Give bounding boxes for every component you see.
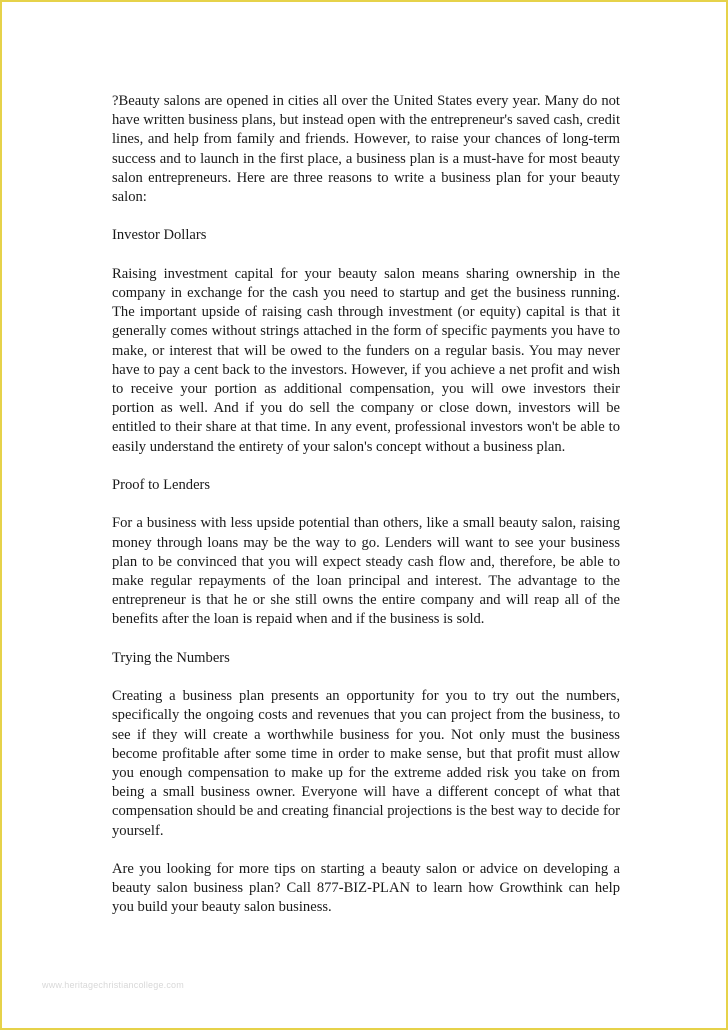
watermark-text: www.heritagechristiancollege.com	[42, 980, 184, 990]
section-heading-investor-dollars: Investor Dollars	[112, 227, 207, 244]
intro-paragraph: ?Beauty salons are opened in cities all over the United States every year. Many do not have written business plans, but instead open with the entrepreneur's saved cash, credit lines, and help from family and friends. However, to raise your chances of long-term success and to launch in the first place, a business plan is a must-have for most beauty salon entrepreneurs. Here are three reasons to write a business plan for your beauty salon:	[112, 93, 620, 206]
document-body	[112, 92, 620, 937]
section-body-trying-the-numbers: Creating a business plan presents an opportunity for you to try out the numbers, specifically the ongoing costs and revenues that you can project from the business, to see if they will create a worthwhile business for you. Not only must the business become profitable after some time in order to make sense, but that profit must allow you enough compensation to make up for the extreme added risk you take on from being a small business owner. Everyone will have a different concept of what that compensation should be and creating financial projections is the best way to decide for yourself.	[112, 688, 620, 839]
section-heading-trying-the-numbers: Trying the Numbers	[112, 649, 230, 666]
closing-paragraph: Are you looking for more tips on starting a beauty salon or advice on developing a beauty salon business plan? Call 877-BIZ-PLAN to learn how Growthink can help you build your beauty salon business.	[112, 861, 620, 916]
section-heading-proof-to-lenders: Proof to Lenders	[112, 477, 211, 494]
section-body-investor-dollars: Raising investment capital for your beauty salon means sharing ownership in the company in exchange for the cash you need to startup and get the business running. The important upside of raising cash through investment (or equity) capital is that it generally comes without strings attached in the form of specific payments you have to make, or interest that will be owed to the funders on a regular basis. You may never have to pay a cent back to the investors. However, if you achieve a net profit and wish to receive your portion as additional compensation, you will owe investors their portion as well. And if you do sell the company or close down, investors will be entitled to their share at that time. In any event, professional investors won't be able to easily understand the entirety of your salon's concept without a business plan.	[112, 265, 620, 455]
section-body-proof-to-lenders: For a business with less upside potential than others, like a small beauty salon, raising money through loans may be the way to go. Lenders will want to see your business plan to be convinced that you will expect steady cash flow and, therefore, be able to make regular repayments of the loan principal and interest. The advantage to the entrepreneur is that he or she still owns the entire company and will reap all of the benefits after the loan is repaid when and if the business is sold.	[112, 515, 620, 628]
